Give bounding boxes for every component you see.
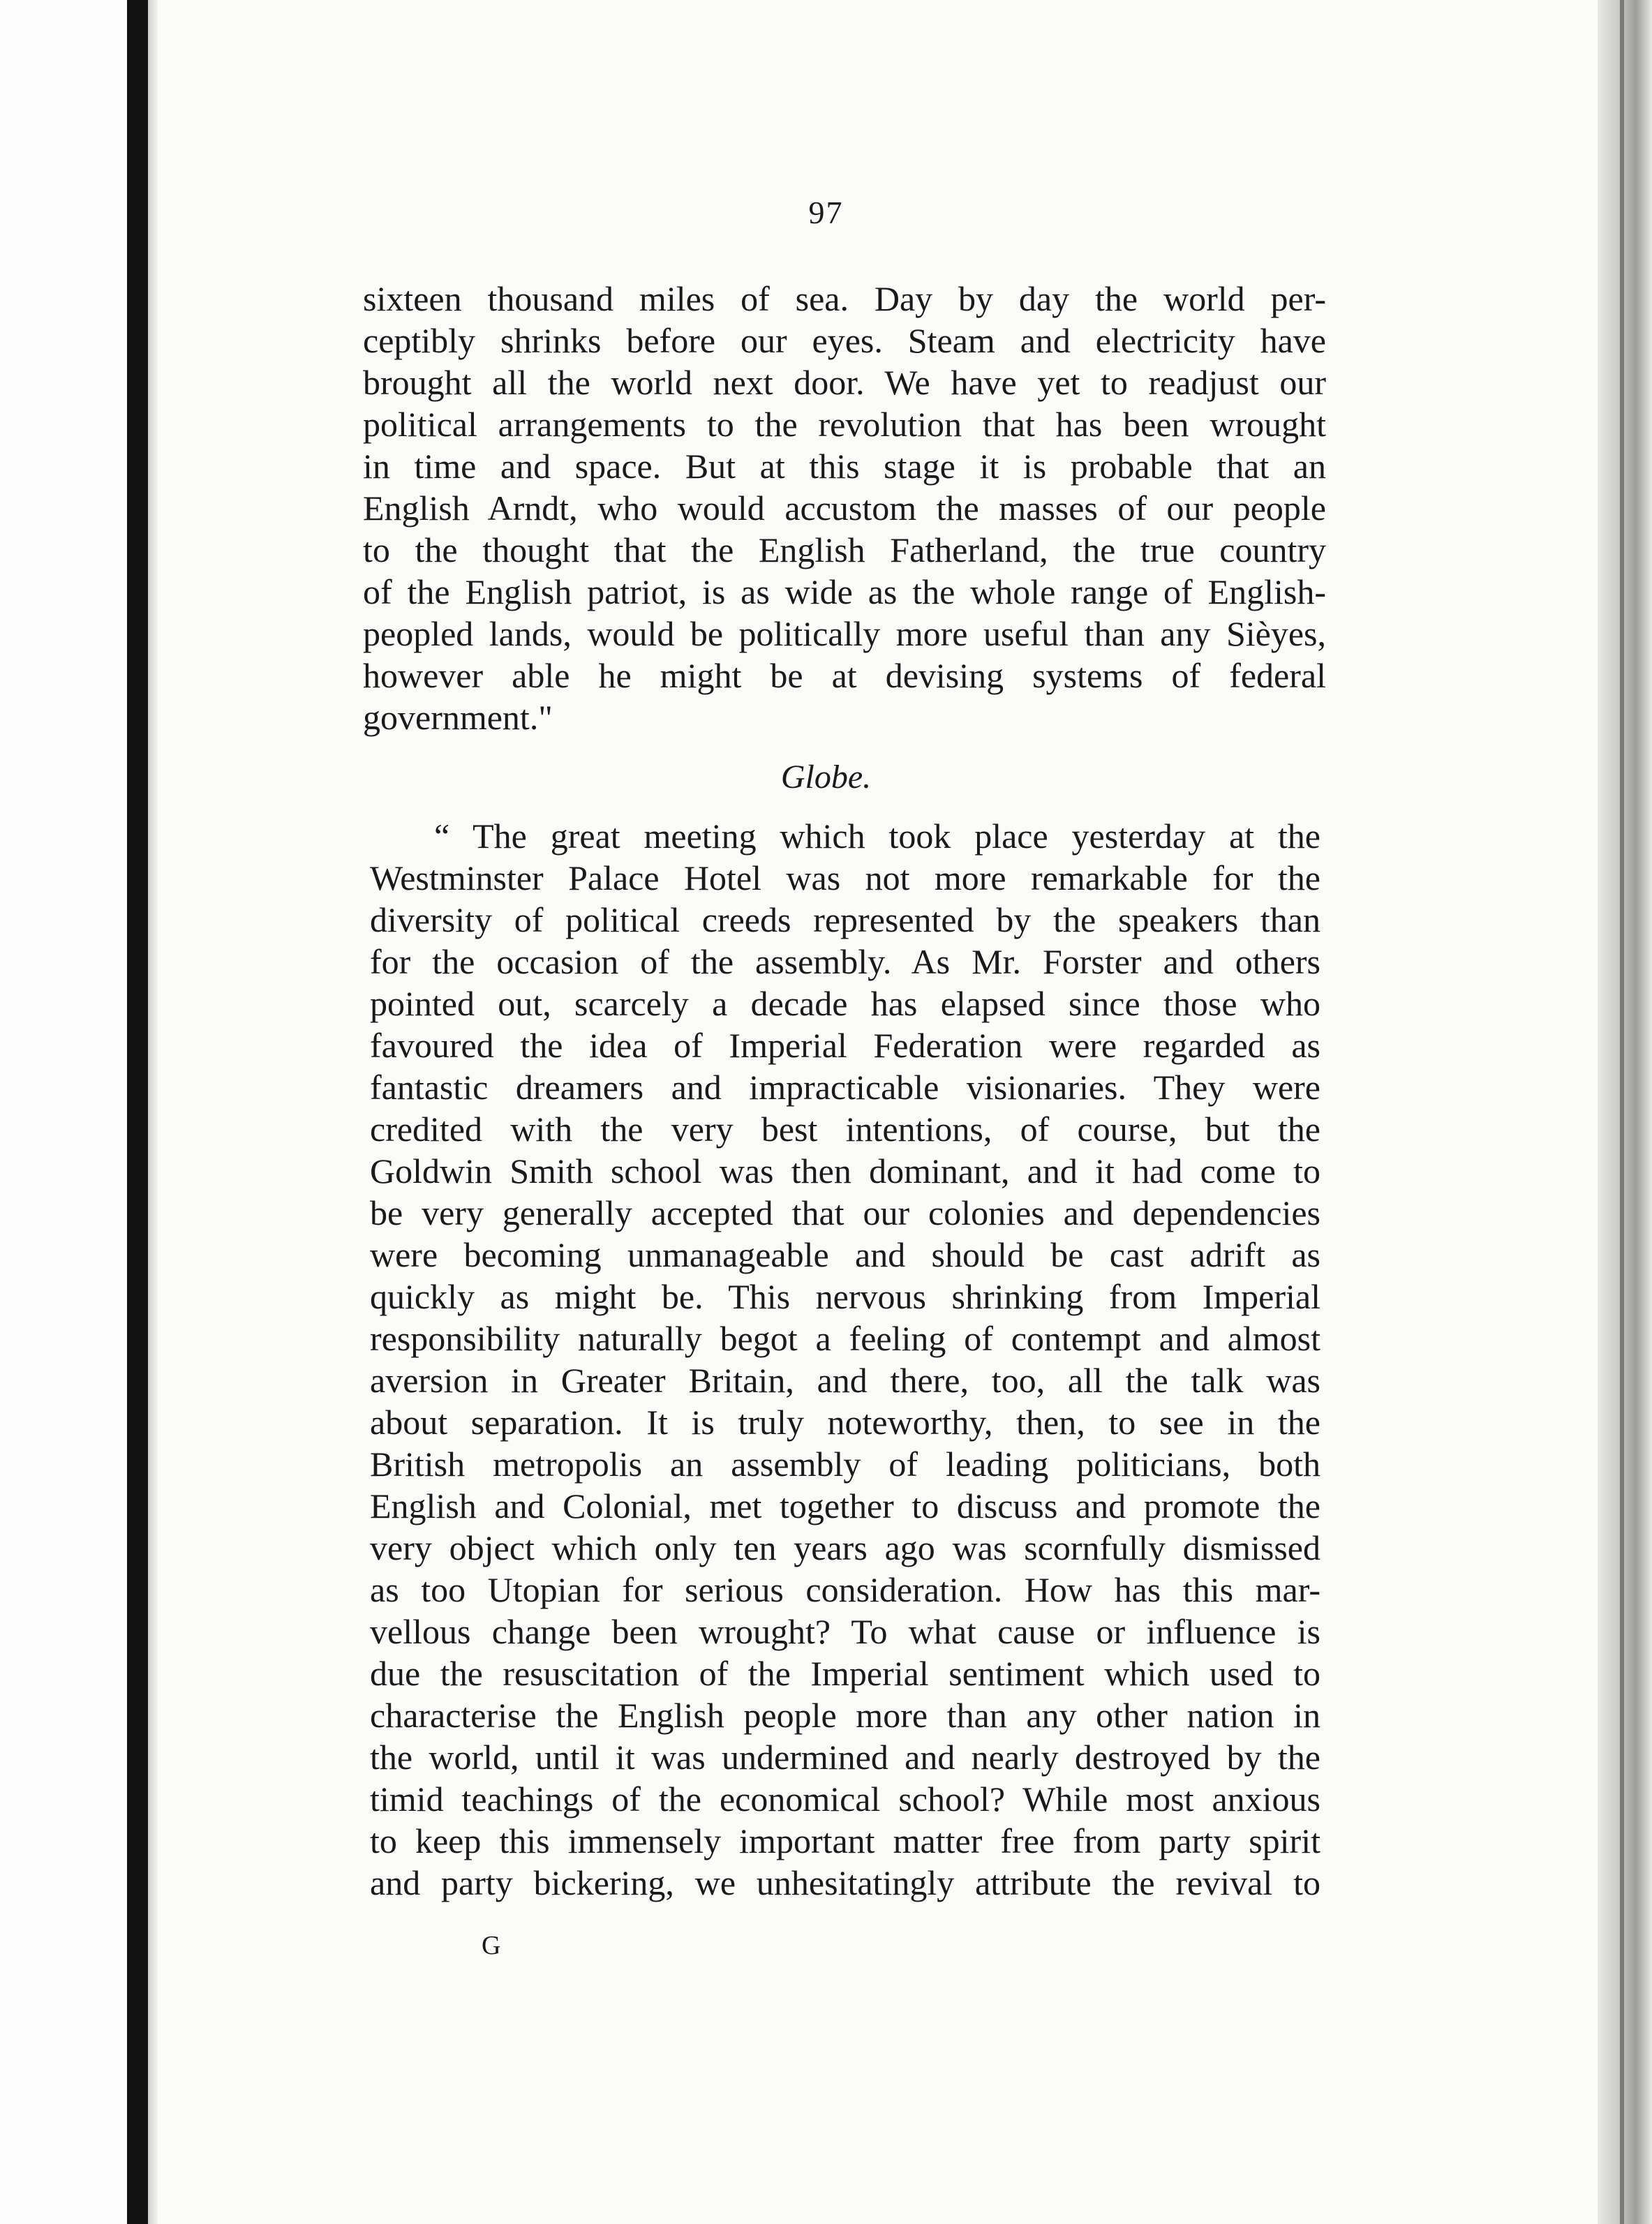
paragraph-continuation [363,278,1326,738]
text-line: however able he might be at devising systems of federal [363,656,1326,695]
text-line: timid teachings of the economical school? While most anxious [370,1779,1320,1819]
text-line: the world, until it was undermined and nearly destroyed by the [370,1738,1320,1777]
text-line: of the English patriot, is as wide as the whole range of English- [363,572,1326,611]
text-line: and party bickering, we unhesitatingly attribute the revival to [370,1863,1320,1902]
text-line: Westminster Palace Hotel was not more remarkable for the [370,858,1320,897]
text-line: were becoming unmanageable and should be cast adrift as [370,1235,1320,1274]
section-heading: Globe. [780,759,872,796]
text-line: about separation. It is truly noteworthy, then, to see in the [370,1403,1320,1442]
text-line: aversion in Greater Britain, and there, too, all the talk was [370,1361,1320,1400]
gutter-shadow [148,0,158,2224]
text-line: characterise the English people more than any other nation in [370,1696,1320,1735]
text-line: peopled lands, would be politically more useful than any Sièyes, [363,614,1326,653]
text-line: favoured the idea of Imperial Federation were regarded as [370,1026,1320,1065]
paragraph-globe [370,815,1320,1904]
binding-margin [0,0,126,2224]
page-edge-line [1620,0,1624,2224]
text-line: Goldwin Smith school was then dominant, and it had come to [370,1151,1320,1191]
signature-mark: G [482,1931,501,1960]
text-line: British metropolis an assembly of leading politicians, both [370,1445,1320,1484]
text-line: government." [363,698,553,737]
text-line: sixteen thousand miles of sea. Day by day the world per- [363,279,1326,318]
text-line: as too Utopian for serious consideration. How has this mar- [370,1570,1320,1609]
text-line: be very generally accepted that our colonies and dependencies [370,1193,1320,1232]
text-line: responsibility naturally begot a feeling of contempt and almost [370,1319,1320,1358]
text-line: vellous change been wrought? To what cause or influence is [370,1612,1320,1651]
text-line: diversity of political creeds represented by the speakers than [370,900,1320,939]
text-line: due the resuscitation of the Imperial sentiment which used to [370,1654,1320,1693]
text-line: very object which only ten years ago was scornfully dismissed [370,1528,1320,1567]
text-line: brought all the world next door. We have yet to readjust our [363,363,1326,402]
text-line: for the occasion of the assembly. As Mr. Forster and others [370,942,1320,981]
page-edge-right [1598,0,1652,2224]
text-line: credited with the very best intentions, of course, but the [370,1110,1320,1149]
page-number: 97 [808,195,844,230]
text-line: ceptibly shrinks before our eyes. Steam and electricity have [363,321,1326,360]
text-line: quickly as might be. This nervous shrinking from Imperial [370,1277,1320,1316]
text-line: “ The great meeting which took place yesterday at the [434,816,1320,856]
text-line: English and Colonial, met together to discuss and promote the [370,1486,1320,1525]
text-line: to keep this immensely important matter free from party spirit [370,1821,1320,1860]
text-line: in time and space. But at this stage it is probable that an [363,447,1326,486]
text-line: fantastic dreamers and impracticable visionaries. They were [370,1068,1320,1107]
text-line: pointed out, scarcely a decade has elapsed since those who [370,984,1320,1023]
text-line: English Arndt, who would accustom the masses of our people [363,488,1326,528]
text-line: to the thought that the English Fatherland, the true country [363,530,1326,569]
text-line: political arrangements to the revolution that has been wrought [363,405,1326,444]
binding-shadow [127,0,148,2224]
